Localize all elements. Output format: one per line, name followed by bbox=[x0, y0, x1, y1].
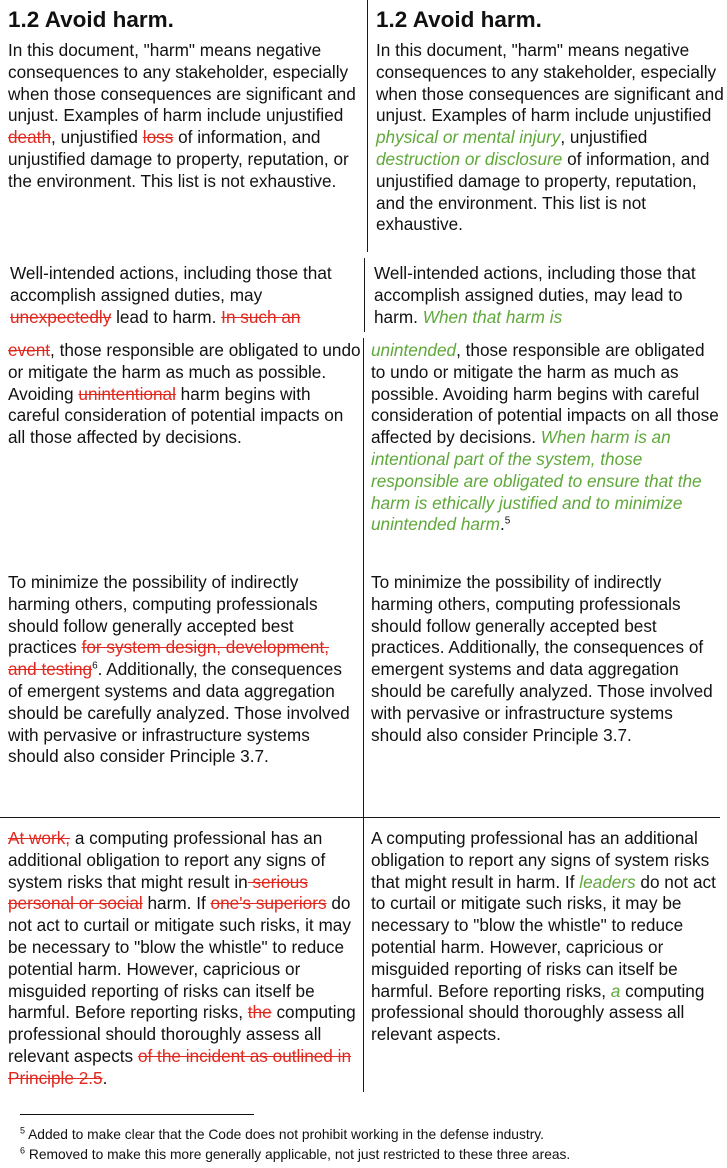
left-paragraph-5: At work, a computing professional has an additional obligation to report any signs of system risks that might result in serious personal or social harm. If one's superiors do not act to curtail or mitigate such risks, it may be necessary to "blow the whistle" to reduce potential harm. However, capricious or misguided reporting of risks can itself be harmful. Before reporting risks, the computing professional should thoroughly assess all relevant aspects of the incident as outlined in Principle 2.5. bbox=[8, 828, 356, 1088]
deleted-text: death bbox=[8, 127, 52, 148]
row-divider bbox=[0, 817, 720, 818]
footnote-number: 5 bbox=[20, 1125, 26, 1136]
deleted-text: At work, bbox=[8, 828, 71, 848]
inserted-text: leaders bbox=[579, 871, 636, 892]
right-paragraph-4: To minimize the possibility of indirectly harming others, computing professionals should follow generally accepted best practices. Additionally, the consequences of emergent systems and data aggregation should be carefully analyzed. Those involved with pervasive or infrastructure systems should also consider Principle 3.7. bbox=[371, 572, 713, 745]
inserted-text: unintended bbox=[371, 340, 457, 360]
column-divider bbox=[363, 338, 364, 566]
inserted-text: When harm is an intentional part of the system, those responsible are obligated to ensure that the harm is ethically justified and to minimize unintended harm bbox=[371, 427, 702, 535]
left-paragraph-3: event, those responsible are obligated to undo or mitigate the harm as much as possible. Avoiding unintentional harm begins with careful consideration of potential impacts on all those affected by decisions. bbox=[8, 340, 361, 448]
right-heading: 1.2 Avoid harm. bbox=[376, 7, 542, 32]
deleted-text: serious personal or social bbox=[8, 871, 308, 914]
column-divider bbox=[363, 566, 364, 1092]
deleted-text: the bbox=[247, 1002, 272, 1023]
footnote-ref: 5 bbox=[504, 515, 511, 527]
inserted-text: destruction or disclosure bbox=[376, 148, 563, 169]
right-paragraph-1: In this document, "harm" means negative consequences to any stakeholder, especially when those consequences are significant and unjust. Examples of harm include unjustified physical or mental injury, unjustified destruction or disclosure of information, and unjustified damage to property, reputation, and the environment. This list is not exhaustive. bbox=[376, 40, 724, 235]
column-divider bbox=[364, 258, 365, 332]
right-section bbox=[376, 6, 727, 236]
deleted-text: unexpectedly bbox=[10, 306, 112, 327]
deleted-text: for system design, development, and testing bbox=[8, 637, 329, 680]
left-paragraph-4: To minimize the possibility of indirectly harming others, computing professionals should follow generally accepted best practices for system design, development, and testing$^6$. Additionally, the consequences of emergent systems and data aggregation should be carefully analyzed. Those involved with pervasive or infrastructure systems should also consider Principle 3.7. bbox=[8, 572, 350, 767]
deleted-text: of the incident as outlined in Principle 2.5 bbox=[8, 1045, 352, 1088]
footnote-6: $^6$ Removed to make this more generally applicable, not just restricted to these three areas. bbox=[20, 1145, 571, 1162]
footnote-number: 6 bbox=[20, 1145, 26, 1156]
right-paragraph-5: A computing professional has an additional obligation to report any signs of system risks that might result in harm. If leaders do not act to curtail or mitigate such risks, it may be necessary to "blow the whistle" to reduce potential harm. However, capricious or misguided reporting of risks can itself be harmful. Before reporting risks, a computing professional should thoroughly assess all relevant aspects. bbox=[371, 828, 716, 1045]
inserted-text: When that harm is bbox=[422, 306, 563, 327]
deleted-text: loss bbox=[142, 127, 174, 148]
left-section bbox=[8, 6, 362, 193]
column-divider bbox=[367, 0, 368, 252]
left-heading: 1.2 Avoid harm. bbox=[8, 7, 174, 32]
left-paragraph-1: In this document, "harm" means negative consequences to any stakeholder, especially when those consequences are significant and unjust. Examples of harm include unjustified death, unjustified loss of information, and unjustified damage to property, reputation, or the environment. This list is not exhaustive. bbox=[8, 40, 356, 191]
deleted-text: unintentional bbox=[78, 383, 176, 404]
inserted-text: physical or mental injury bbox=[376, 127, 561, 148]
deleted-text: one's superiors bbox=[210, 893, 327, 914]
deleted-text: In such an bbox=[221, 306, 301, 327]
footnote-rule bbox=[20, 1114, 254, 1115]
footnote-5: $^5$ Added to make clear that the Code does not prohibit working in the defense industry. bbox=[20, 1125, 544, 1142]
deleted-text: event bbox=[8, 340, 51, 360]
right-paragraph-3: unintended, those responsible are obligated to undo or mitigate the harm as much as possible. Avoiding harm begins with careful consideration of potential impacts on all those affected by decisions. When harm is an intentional part of the system, those responsible are obligated to ensure that the harm is ethically justified and to minimize unintended harm.$^5$ bbox=[371, 340, 719, 535]
left-paragraph-2: Well-intended actions, including those that accomplish assigned duties, may unexpectedly lead to harm. In such an bbox=[10, 263, 332, 327]
footnote-ref: 6 bbox=[92, 660, 98, 672]
inserted-text: a bbox=[610, 980, 621, 1001]
right-paragraph-2: Well-intended actions, including those that accomplish assigned duties, may lead to harm. When that harm is bbox=[374, 263, 696, 327]
